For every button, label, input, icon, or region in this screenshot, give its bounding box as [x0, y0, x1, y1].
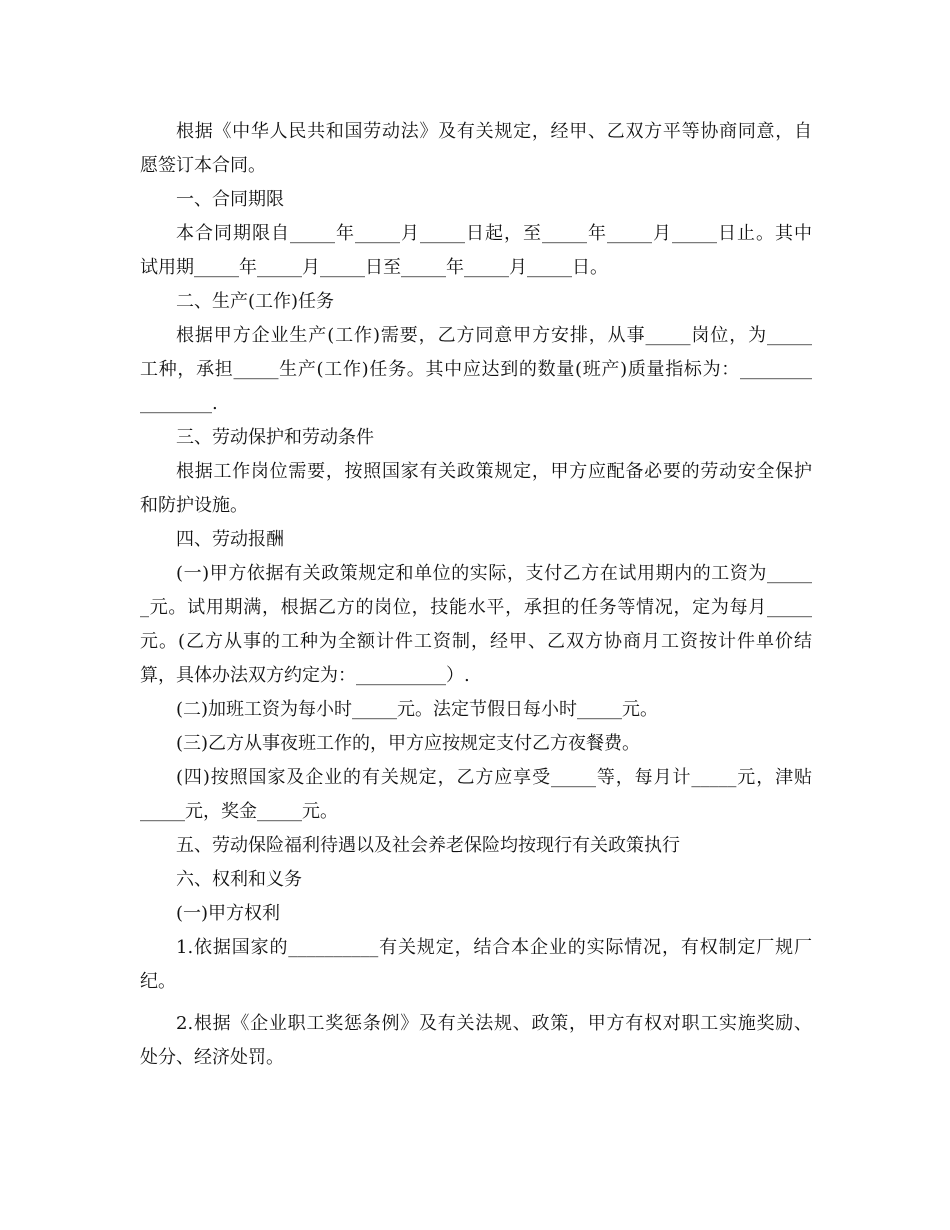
text-line: (四)按照国家及企业的有关规定，乙方应享受_____等，每月计_____元，津贴 [176, 767, 812, 788]
subsection-heading: (一)甲方权利 [176, 903, 281, 924]
text-line: 处分、经济处罚。 [140, 1047, 284, 1068]
text-line: 1.依据国家的__________有关规定，结合本企业的实际情况，有权制定厂规厂 [176, 937, 812, 958]
text-line: 工种，承担_____生产(工作)任务。其中应达到的数量(班产)质量指标为：________ [140, 359, 812, 380]
text-line: (一)甲方依据有关政策规定和单位的实际，支付乙方在试用期内的工资为_____ [176, 563, 812, 584]
text-line: ________. [140, 393, 218, 414]
text-line: (三)乙方从事夜班工作的，甲方应按规定支付乙方夜餐费。 [176, 733, 641, 754]
text-line: 算，具体办法双方约定为：__________）. [140, 665, 470, 686]
text-line: 根据工作岗位需要，按照国家有关政策规定，甲方应配备必要的劳动安全保护 [176, 461, 812, 482]
section-heading: 四、劳动报酬 [176, 529, 284, 550]
text-line: _____元，奖金_____元。 [140, 801, 338, 822]
text-line: 元。(乙方从事的工种为全额计件工资制，经甲、乙双方协商月工资按计件单价结 [140, 631, 812, 652]
text-line: 根据甲方企业生产(工作)需要，乙方同意甲方安排，从事_____岗位，为_____ [176, 325, 812, 346]
text-line: 根据《中华人民共和国劳动法》及有关规定，经甲、乙双方平等协商同意，自 [176, 121, 812, 142]
contract-body [140, 115, 812, 1075]
section-heading: 一、合同期限 [176, 189, 284, 210]
text-line: _元。试用期满，根据乙方的岗位，技能水平，承担的任务等情况，定为每月_____ [140, 597, 812, 618]
text-line: 本合同期限自_____年_____月_____日起，至_____年_____月_____日止。其中 [176, 223, 812, 244]
text-line: (二)加班工资为每小时_____元。法定节假日每小时_____元。 [176, 699, 659, 720]
text-line: 试用期_____年_____月_____日至_____年_____月_____日。 [140, 257, 608, 278]
text-line: 2.根据《企业职工奖惩条例》及有关法规、政策，甲方有权对职工实施奖励、 [176, 1013, 812, 1034]
section-heading: 五、劳动保险福利待遇以及社会养老保险均按现行有关政策执行 [176, 835, 680, 856]
text-line: 愿签订本合同。 [140, 155, 266, 176]
section-heading: 二、生产(工作)任务 [176, 291, 335, 312]
section-heading: 六、权利和义务 [176, 869, 302, 890]
section-heading: 三、劳动保护和劳动条件 [176, 427, 374, 448]
text-line: 纪。 [140, 971, 176, 992]
text-line: 和防护设施。 [140, 495, 248, 516]
